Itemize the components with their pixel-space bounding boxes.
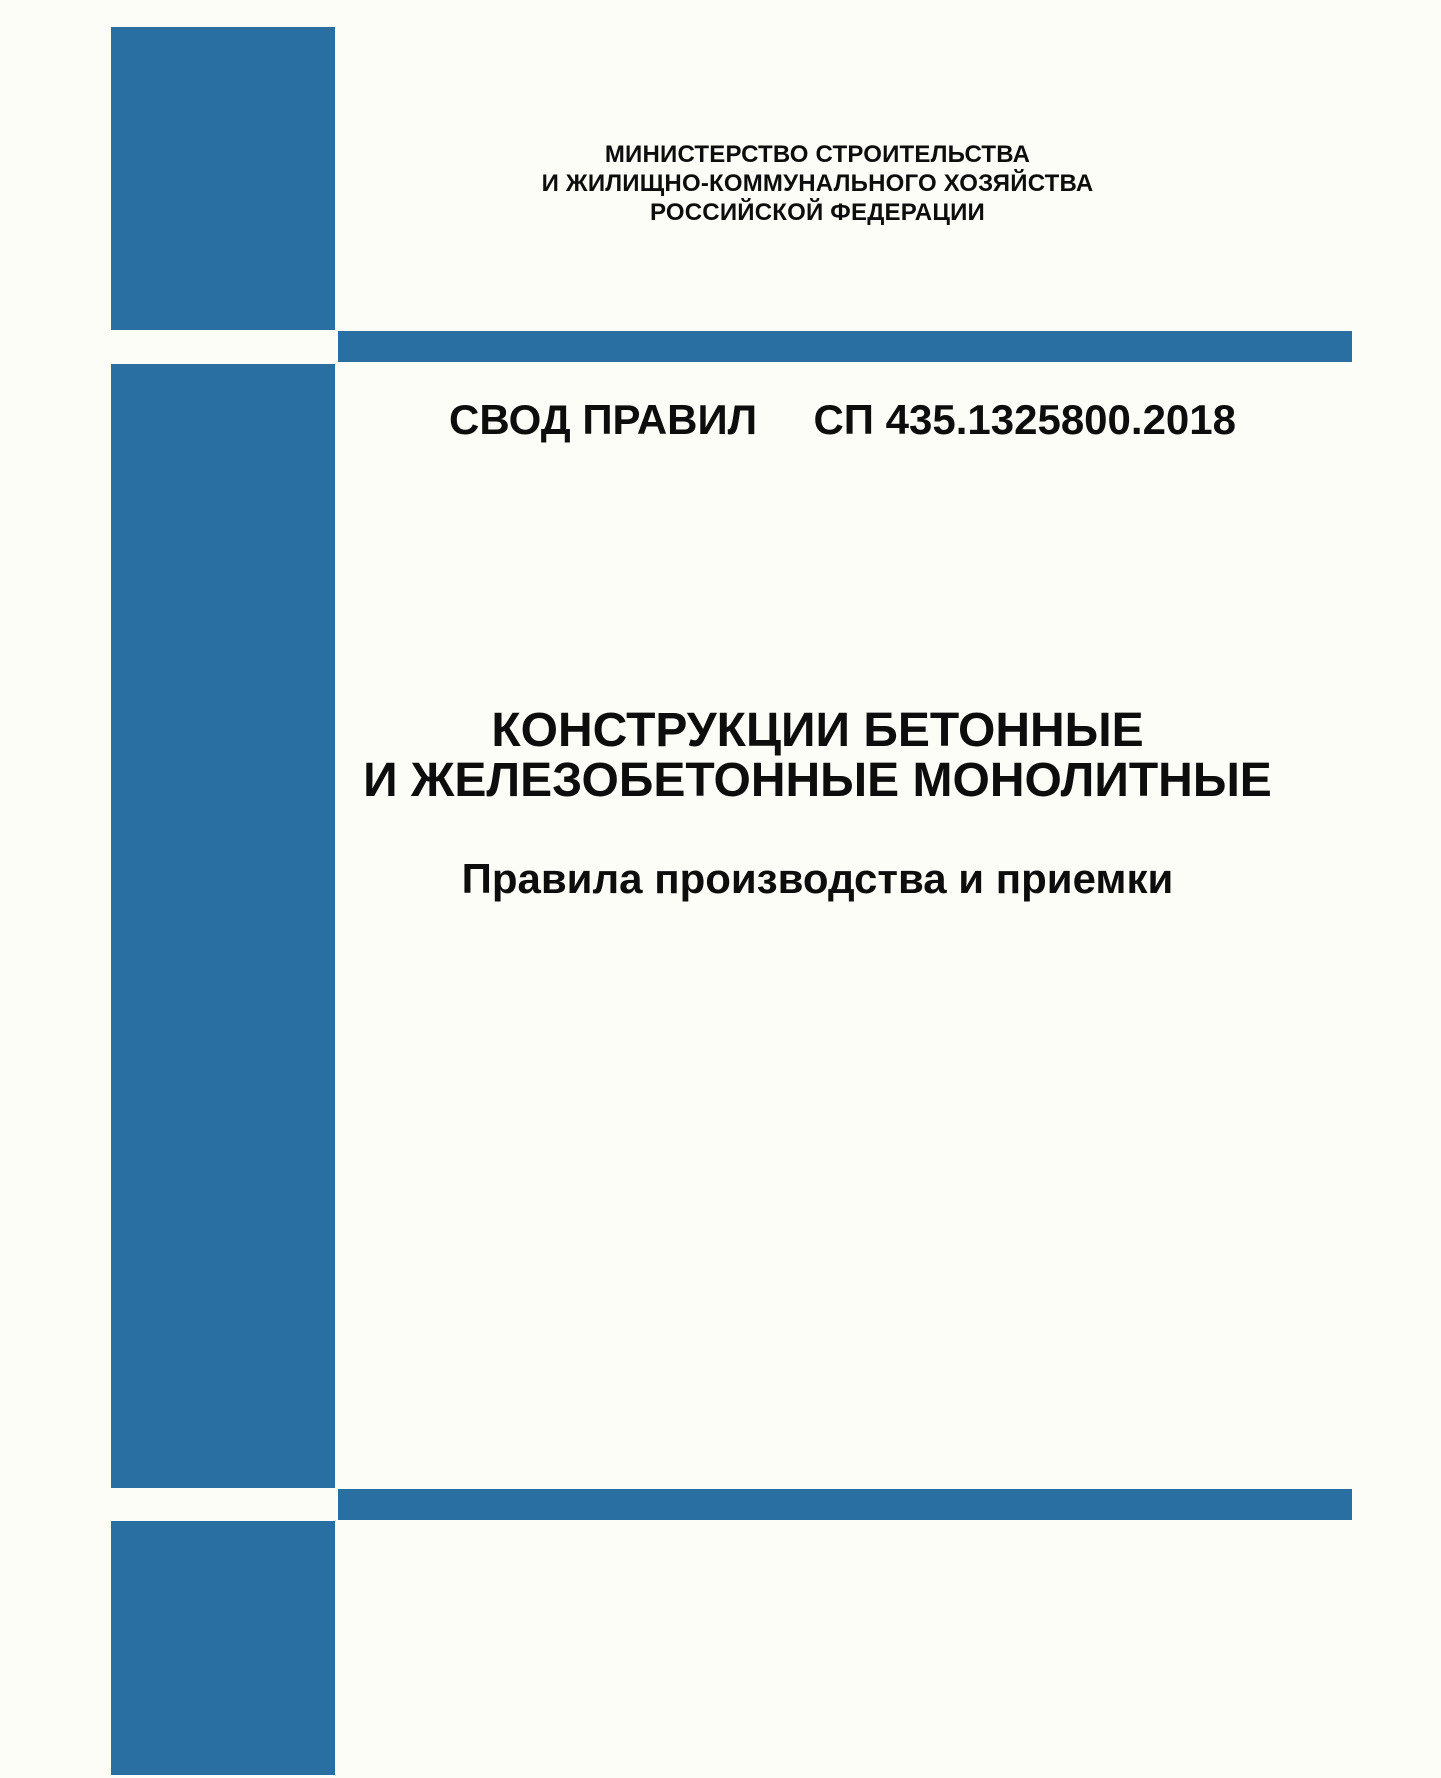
document-title-line-1: КОНСТРУКЦИИ БЕТОННЫЕ (491, 704, 1144, 757)
left-column-bottom-block (111, 1521, 335, 1775)
left-column-top-block (111, 27, 335, 330)
document-code: СП 435.1325800.2018 (813, 396, 1236, 443)
ministry-line-2: И ЖИЛИЩНО-КОММУНАЛЬНОГО ХОЗЯЙСТВА (541, 170, 1094, 197)
cover-content (335, 0, 1300, 1778)
left-column-main-block (111, 364, 335, 1488)
document-subtitle: Правила производства и приемки (461, 855, 1174, 902)
rule-set-label: СВОД ПРАВИЛ (449, 396, 758, 443)
document-title-line-2: И ЖЕЛЕЗОБЕТОННЫЕ МОНОЛИТНЫЕ (363, 754, 1272, 807)
ministry-line-1: МИНИСТЕРСТВО СТРОИТЕЛЬСТВА (604, 141, 1031, 168)
code-row (335, 398, 1300, 442)
ministry-header (335, 140, 1300, 227)
ministry-line-3: РОССИЙСКОЙ ФЕДЕРАЦИИ (650, 199, 985, 226)
document-title (335, 706, 1300, 806)
